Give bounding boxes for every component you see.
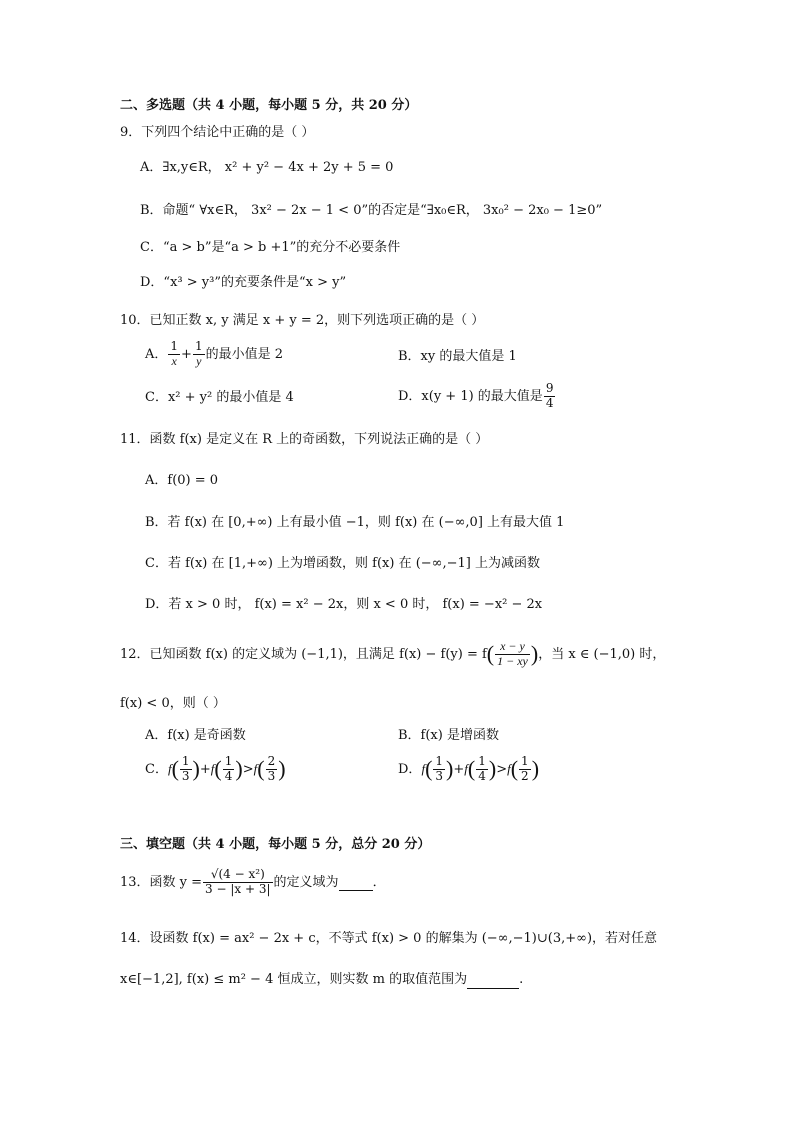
- q10-a-fraction-1: [168, 340, 180, 369]
- open-paren: (: [486, 641, 495, 667]
- fraction-denominator: 3: [435, 768, 444, 783]
- plus-sign: +: [453, 761, 465, 777]
- q12-stem-tail: ，当 x ∈ (−1,0) 时，: [538, 646, 666, 662]
- q9-stem: 9．下列四个结论中正确的是（ ）: [120, 125, 315, 140]
- fraction: [433, 755, 445, 784]
- greater-than-sign: >: [242, 761, 254, 777]
- fraction-denominator: 3: [267, 768, 276, 783]
- q12-option-c: [145, 755, 286, 784]
- fraction-numerator: 1: [435, 754, 444, 768]
- q10-d-fraction: [544, 382, 556, 411]
- fraction-numerator: 9: [545, 381, 554, 395]
- fraction-denominator: 1 − xy: [497, 653, 528, 668]
- close-paren: ): [278, 756, 286, 782]
- q13-fraction: [203, 868, 273, 897]
- fraction-numerator: 1: [478, 754, 486, 768]
- open-paren: (: [425, 756, 433, 782]
- fraction-denominator: x: [171, 353, 177, 368]
- q10-option-b: B．xy 的最大值是 1: [398, 349, 517, 364]
- close-paren: ): [446, 756, 454, 782]
- q14-text: x∈[−1,2], f(x) ≤ m² − 4 恒成立，则实数 m 的取值范围为: [120, 972, 468, 987]
- q11-option-b: B．若 f(x) 在 [0,+∞) 上有最小值 −1，则 f(x) 在 (−∞,0] 上有最大值 1: [145, 515, 565, 530]
- fraction: [223, 755, 235, 784]
- q11-stem: 11．函数 f(x) 是定义在 R 上的奇函数，下列说法正确的是（ ）: [120, 432, 489, 447]
- q9-option-c: C．“a > b”是“a > b +1”的充分不必要条件: [140, 240, 401, 255]
- plus-sign: +: [181, 346, 192, 362]
- q14-line2: [120, 972, 523, 989]
- q13-text-tail: 的定义域为: [273, 874, 339, 890]
- fraction-denominator: 4: [478, 768, 486, 783]
- fraction-numerator: 1: [224, 754, 233, 768]
- close-paren: ): [488, 756, 497, 782]
- fraction: [519, 755, 531, 784]
- q12-d-label: D．: [398, 761, 422, 777]
- q12-option-b: B．f(x) 是增函数: [398, 728, 499, 743]
- q12-stem-line2: f(x) < 0，则（ ）: [120, 696, 226, 711]
- close-paren: ): [530, 641, 539, 667]
- fraction-denominator: 3: [181, 768, 190, 783]
- fraction-numerator: 1: [521, 754, 529, 768]
- fraction-numerator: 2: [267, 754, 276, 768]
- q13: [120, 868, 386, 897]
- q12-stem-text: 12．已知函数 f(x) 的定义域为 (−1,1)，且满足 f(x) − f(y) = f: [120, 646, 487, 662]
- f-symbol: f: [464, 760, 468, 776]
- close-paren: ): [192, 756, 200, 782]
- q10-stem: 10．已知正数 x, y 满足 x + y = 2，则下列选项正确的是（ ）: [120, 313, 485, 328]
- q12-option-d: [398, 755, 539, 784]
- q11-option-a: A．f(0) = 0: [145, 473, 219, 488]
- plus-sign: +: [199, 761, 211, 777]
- open-paren: (: [171, 756, 179, 782]
- fraction-denominator: 4: [224, 768, 233, 783]
- q12-c-label: C．: [145, 761, 168, 777]
- open-paren: (: [257, 756, 265, 782]
- open-paren: (: [467, 756, 476, 782]
- q10-a-text: 的最小值是 2: [205, 346, 283, 362]
- section-3-title: 三、填空题（共 4 小题，每小题 5 分，总分 20 分）: [120, 837, 431, 852]
- q12-stem-fraction: [495, 640, 530, 669]
- close-paren: ): [531, 756, 540, 782]
- q10-a-fraction-2: [193, 340, 205, 369]
- q10-option-c: C．x² + y² 的最小值是 4: [145, 390, 294, 405]
- fraction-numerator: √(4 − x²): [203, 868, 273, 883]
- section-2-title: 二、多选题（共 4 小题，每小题 5 分，共 20 分）: [120, 98, 418, 113]
- q9-option-a: A．∃x,y∈R， x² + y² − 4x + 2y + 5 = 0: [140, 160, 394, 175]
- answer-blank[interactable]: [339, 875, 373, 892]
- f-symbol: f: [253, 760, 258, 776]
- answer-blank[interactable]: [467, 972, 519, 989]
- close-paren: ): [235, 756, 243, 782]
- f-symbol: f: [421, 760, 426, 776]
- fraction-denominator: y: [196, 353, 202, 368]
- fraction: [476, 755, 488, 784]
- q10-option-a: [145, 340, 283, 369]
- q10-a-label: A．: [145, 346, 168, 362]
- fraction-numerator: 1: [170, 339, 179, 353]
- greater-than-sign: >: [496, 761, 508, 777]
- fraction: [180, 755, 192, 784]
- q13-text: 13．函数 y =: [120, 874, 203, 890]
- fraction-denominator: 4: [545, 395, 554, 410]
- f-symbol: f: [210, 760, 215, 776]
- q9-option-b: B．命题“ ∀x∈R， 3x² − 2x − 1 < 0”的否定是“∃x₀∈R， 3x₀² − 2x₀ − 1≥0”: [140, 203, 603, 218]
- q14-line1: 14．设函数 f(x) = ax² − 2x + c，不等式 f(x) > 0 的解集为 (−∞,−1)∪(3,+∞)，若对任意: [120, 931, 658, 946]
- fraction-numerator: x − y: [495, 640, 530, 655]
- q10-d-text: D．x(y + 1) 的最大值是: [398, 388, 543, 404]
- open-paren: (: [214, 756, 222, 782]
- q12-stem: [120, 640, 665, 669]
- q10-option-d: [398, 382, 556, 411]
- q14-end: .: [519, 972, 524, 987]
- fraction-denominator: 3 − |x + 3|: [205, 881, 271, 896]
- f-symbol: f: [507, 760, 511, 776]
- f-symbol: f: [167, 760, 172, 776]
- q11-option-d: D．若 x > 0 时， f(x) = x² − 2x，则 x < 0 时， f(x) = −x² − 2x: [145, 597, 543, 612]
- q13-end: ．: [372, 874, 386, 890]
- fraction-numerator: 1: [194, 339, 203, 353]
- fraction-denominator: 2: [521, 768, 529, 783]
- q9-option-d: D．“x³ > y³”的充要条件是“x > y”: [140, 275, 347, 290]
- fraction: [266, 755, 278, 784]
- open-paren: (: [510, 756, 519, 782]
- q11-option-c: C．若 f(x) 在 [1,+∞) 上为增函数，则 f(x) 在 (−∞,−1] 上为减函数: [145, 556, 541, 571]
- fraction-numerator: 1: [181, 754, 190, 768]
- q12-option-a: A．f(x) 是奇函数: [145, 728, 246, 743]
